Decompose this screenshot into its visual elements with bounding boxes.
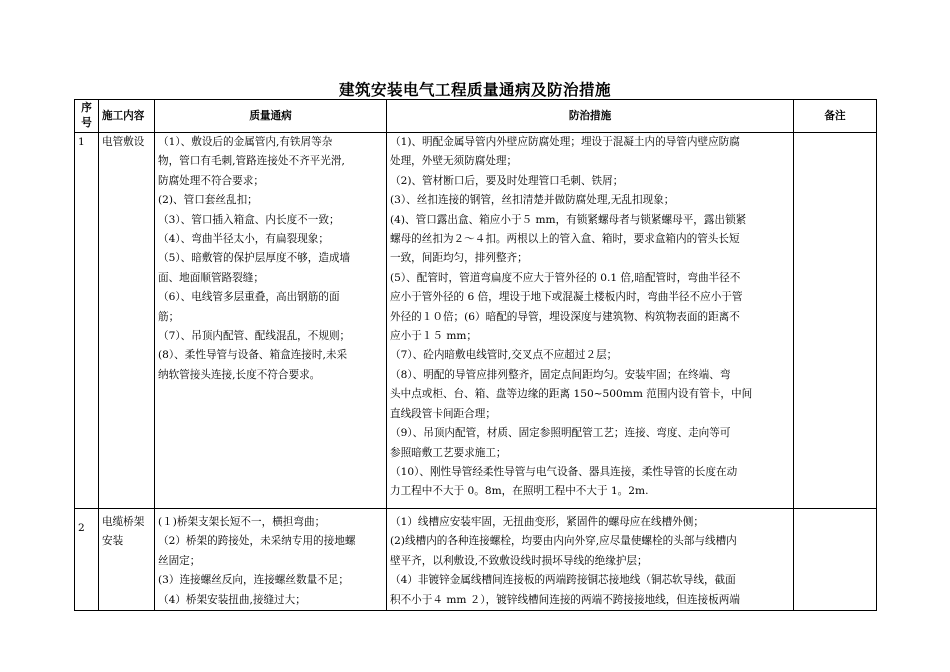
content-line: 电管敷设	[102, 136, 145, 148]
defect-line: （6）、电线管多层重叠，高出钢筋的面	[158, 291, 340, 304]
measure-line: 积不小于４ mm ２），镀锌线槽间连接的两端不跨接接地线，但连接板两端	[390, 593, 740, 606]
cell-defects	[155, 509, 387, 611]
measure-line: （1）线槽应安装牢固，无扭曲变形，紧固件的螺母应在线槽外侧；	[390, 516, 704, 528]
header-seq: 序号	[75, 100, 99, 133]
defect-line: （2）桥架的跨接处，未采纳专用的接地螺	[158, 535, 356, 548]
measure-line: 参照暗敷工艺要求施工；	[390, 446, 507, 459]
cell-remarks	[794, 509, 877, 611]
document-title: 建筑安装电气工程质量通病及防治措施	[338, 81, 611, 99]
cell-measures	[387, 133, 794, 509]
defect-line: 纳软管接头连接,长度不符合要求。	[158, 368, 321, 381]
table-row	[75, 509, 877, 611]
measure-line: 壁平齐，以利敷设,不致敷设线时损坏导线的绝缘护层；	[390, 554, 648, 567]
measure-line: 处理，外壁无须防腐处理；	[390, 155, 518, 168]
header-content: 施工内容	[99, 100, 155, 133]
header-remarks: 备注	[794, 100, 877, 133]
measure-line: 头中点或柜、台、箱、盘等边缘的距离 150~500mm 范围内设有管卡，中间	[390, 388, 753, 401]
measure-line: 螺母的丝扣为２～４扣。两根以上的管入盒、箱时，要求盒箱内的管头长短	[390, 233, 740, 246]
measure-line: (5）、配管时，管道弯扁度不应大于管外径的 0.1 倍,暗配管时，弯曲半径不	[390, 271, 741, 284]
measure-line: 应小于管外径的 6 倍，埋设于地下或混凝土楼板内时，弯曲半径不应小于管	[390, 291, 743, 304]
measure-line: （1)、明配金属导管内外壁应防腐处理；埋设于混凝土内的导管内壁应防腐	[390, 136, 740, 148]
defect-line: (2)、管口套丝乱扣；	[158, 194, 258, 207]
content-line: 电缆桥架	[102, 516, 145, 528]
measure-line: （9）、吊顶内配管，材质、固定参照明配管工艺；连接、弯度、走向等可	[390, 427, 731, 440]
defect-line: （5）、暗敷管的保护层厚度不够，造成墙	[158, 252, 351, 265]
defect-line: （4）桥架安装扭曲,接缝过大；	[158, 593, 306, 606]
table-row	[75, 133, 877, 509]
measure-line: （8）、明配的导管应排列整齐，固定点间距均匀。安装牢固；在终端、弯	[390, 368, 731, 381]
defect-line: （3）、管口插入箱盒、内长度不一致；	[158, 213, 340, 226]
measure-line: (3）、丝扣连接的钢管，丝扣清楚并做防腐处理,无乱扣现象；	[390, 194, 675, 207]
header-defects: 质量通病	[155, 100, 387, 133]
defect-line: （4）、弯曲半径太小，有扁裂现象；	[158, 233, 329, 246]
defect-line: （7）、吊顶内配管、配线混乱，不规则；	[158, 330, 351, 343]
measure-line: 直线段管卡间距合理；	[390, 407, 496, 420]
content-line: 安装	[102, 535, 124, 548]
cell-seq: 2	[75, 509, 99, 611]
defect-line: (8）、柔性导管与设备、箱盒连接时,未采	[158, 349, 348, 362]
measure-line: 外径的１０倍；(6）暗配的导管，埋设深度与建筑物、构筑物表面的距离不	[390, 310, 740, 323]
measure-line: 应小于１５ mm；	[390, 330, 478, 343]
defect-line: 防腐处理不符合要求；	[158, 174, 264, 187]
defect-line: （1）、敷设后的金属管内,有铁屑等杂	[158, 136, 333, 148]
quality-table	[74, 99, 877, 611]
measure-line: 一致，间距均匀，排列整齐；	[390, 252, 528, 265]
cell-content	[99, 509, 155, 611]
cell-measures	[387, 509, 794, 611]
measure-line: （10）、刚性导管经柔性导管与电气设备、器具连接，柔性导管的长度在动	[390, 465, 738, 478]
measure-line: (2)线槽内的各种连接螺栓，均要由内向外穿,应尽量使螺栓的头部与线槽内	[390, 535, 737, 548]
measure-line: (4)、管口露出盒、箱应小于５ mm，有锁紧螺母者与锁紧螺母平，露出锁紧	[390, 213, 747, 226]
cell-seq: 1	[75, 133, 99, 509]
measure-line: （4）非镀锌金属线槽间连接板的两端跨接铜芯接地线（铜芯软导线，截面	[390, 574, 736, 587]
measure-line: 力工程中不大于 0。8m，在照明工程中不大于 1。2m.	[390, 485, 649, 498]
cell-content	[99, 133, 155, 509]
measure-line: （7）、砼内暗敷电线管时,交叉点不应超过２层；	[390, 349, 618, 362]
defect-line: 物，管口有毛刺,管路连接处不齐平光滑,	[158, 155, 345, 168]
defect-line: 丝固定；	[158, 554, 201, 567]
measure-line: （2)、管材断口后，要及时处理管口毛刺、铁屑；	[390, 174, 624, 187]
cell-defects	[155, 133, 387, 509]
defect-line: (１)桥架支架长短不一，横担弯曲；	[158, 516, 326, 528]
header-measures: 防治措施	[387, 100, 794, 133]
defect-line: (3）连接螺丝反向，连接螺丝数量不足；	[158, 574, 349, 587]
cell-remarks	[794, 133, 877, 509]
header-row	[75, 100, 877, 133]
defect-line: 筋；	[158, 310, 180, 323]
defect-line: 面、地面顺管路裂缝；	[158, 271, 264, 284]
